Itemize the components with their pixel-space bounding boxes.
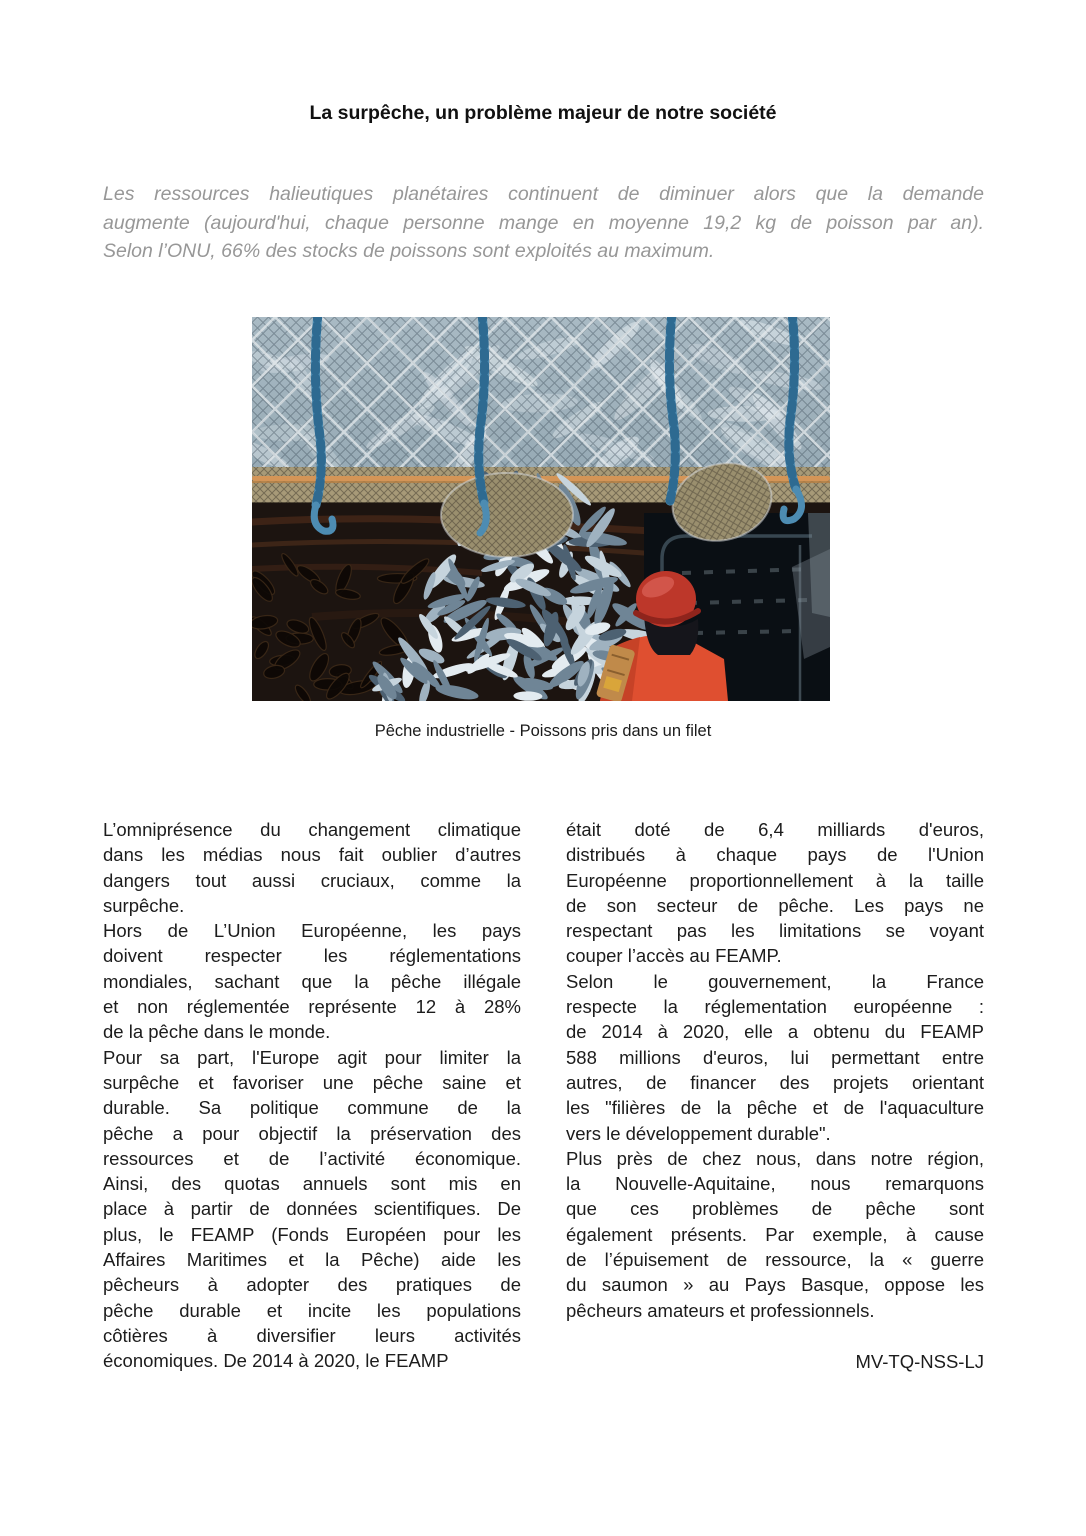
body-columns	[103, 817, 984, 1374]
text-line: Pour sa part, l'Europe agit pour limiter la	[103, 1046, 521, 1068]
text-line: de 2014 à 2020, elle a obtenu du FEAMP	[566, 1021, 984, 1043]
text-line: la Nouvelle-Aquitaine, nous remarquons	[566, 1173, 984, 1195]
paragraph	[566, 817, 984, 969]
text-line: 588 millions d'euros, lui permettant entre	[566, 1046, 984, 1068]
photo-caption: Pêche industrielle - Poissons pris dans un filet	[374, 722, 712, 740]
article-title: La surpêche, un problème majeur de notre société	[309, 102, 777, 124]
text-line: respectant pas les limitations se voyant	[566, 920, 984, 942]
text-line: les "filières de la pêche et de l'aquaculture	[566, 1097, 984, 1119]
text-line: que ces problèmes de pêche sont	[566, 1198, 984, 1220]
text-line: vers le développement durable".	[566, 1122, 831, 1144]
text-line: L’omniprésence du changement climatique	[103, 819, 521, 840]
text-line: de son secteur de pêche. Les pays ne	[566, 894, 984, 916]
text-line: surpêche et favoriser une pêche saine et	[103, 1071, 521, 1093]
text-line: du saumon » au Pays Basque, oppose les	[566, 1274, 984, 1296]
left-column	[103, 817, 521, 1374]
industrial-fishing-photo-illustration	[252, 317, 830, 701]
text-line: côtières à diversifier leurs activités	[103, 1324, 521, 1346]
text-line: de la pêche dans le monde.	[103, 1021, 331, 1043]
text-line: économiques. De 2014 à 2020, le FEAMP	[103, 1350, 449, 1372]
text-line: plus, le FEAMP (Fonds Européen pour les	[103, 1223, 521, 1245]
text-line: Européenne proportionnellement à la taille	[566, 869, 984, 891]
paragraph	[103, 918, 521, 1044]
text-line: était doté de 6,4 milliards d'euros,	[566, 819, 984, 840]
text-line: et non réglementée représente 12 à 28%	[103, 996, 521, 1018]
text-line: pêche a pour objectif la préservation des	[103, 1122, 521, 1144]
text-line: respecte la réglementation européenne :	[566, 996, 984, 1018]
text-line: Les ressources halieutiques planétaires continuent de diminuer alors que la demande	[103, 183, 984, 205]
text-line: de l’épuisement de ressource, la « guerre	[566, 1249, 984, 1271]
text-line: Ainsi, des quotas annuels sont mis en	[103, 1173, 521, 1195]
right-column	[566, 817, 984, 1374]
text-line: ressources et de l’activité économique.	[103, 1147, 521, 1169]
text-line: Affaires Maritimes et la Pêche) aide les	[103, 1249, 521, 1271]
text-line: Plus près de chez nous, dans notre région,	[566, 1147, 984, 1169]
text-line: doivent respecter les réglementations	[103, 945, 521, 967]
text-line: durable. Sa politique commune de la	[103, 1097, 521, 1119]
text-line: également présents. Par exemple, à cause	[566, 1223, 984, 1245]
text-line: Selon le gouvernement, la France	[566, 970, 984, 992]
text-line: autres, de financer des projets orientant	[566, 1071, 984, 1093]
paragraph	[566, 969, 984, 1146]
net-pouch-center	[441, 473, 573, 557]
paragraph	[566, 1146, 984, 1323]
paragraph	[103, 817, 521, 918]
article-photo	[252, 317, 830, 701]
text-line: mondiales, sachant que la pêche illégale	[103, 970, 521, 992]
text-line: pêcheurs amateurs et professionnels.	[566, 1299, 875, 1321]
text-line: augmente (aujourd'hui, chaque personne mange en moyenne 19,2 kg de poisson par an).	[103, 211, 984, 234]
text-line: place à partir de données scientifiques. De	[103, 1198, 521, 1220]
text-line: surpêche.	[103, 894, 185, 916]
text-line: pêche durable et incite les populations	[103, 1299, 521, 1321]
text-line: distribués à chaque pays de l'Union	[566, 844, 984, 866]
text-line: dans les médias nous fait oublier d’autres	[103, 844, 521, 866]
text-line: Hors de L’Union Européenne, les pays	[103, 920, 521, 942]
text-line: Selon l’ONU, 66% des stocks de poissons sont exploités au maximum.	[103, 240, 715, 262]
paragraph	[103, 1045, 521, 1374]
author-signature: MV-TQ-NSS-LJ	[855, 1350, 984, 1372]
text-line: dangers tout aussi cruciaux, comme la	[103, 869, 521, 891]
lede-paragraph	[103, 180, 984, 266]
text-line: couper l’accès au FEAMP.	[566, 945, 782, 967]
text-line: pêcheurs à adopter des pratiques de	[103, 1274, 521, 1296]
